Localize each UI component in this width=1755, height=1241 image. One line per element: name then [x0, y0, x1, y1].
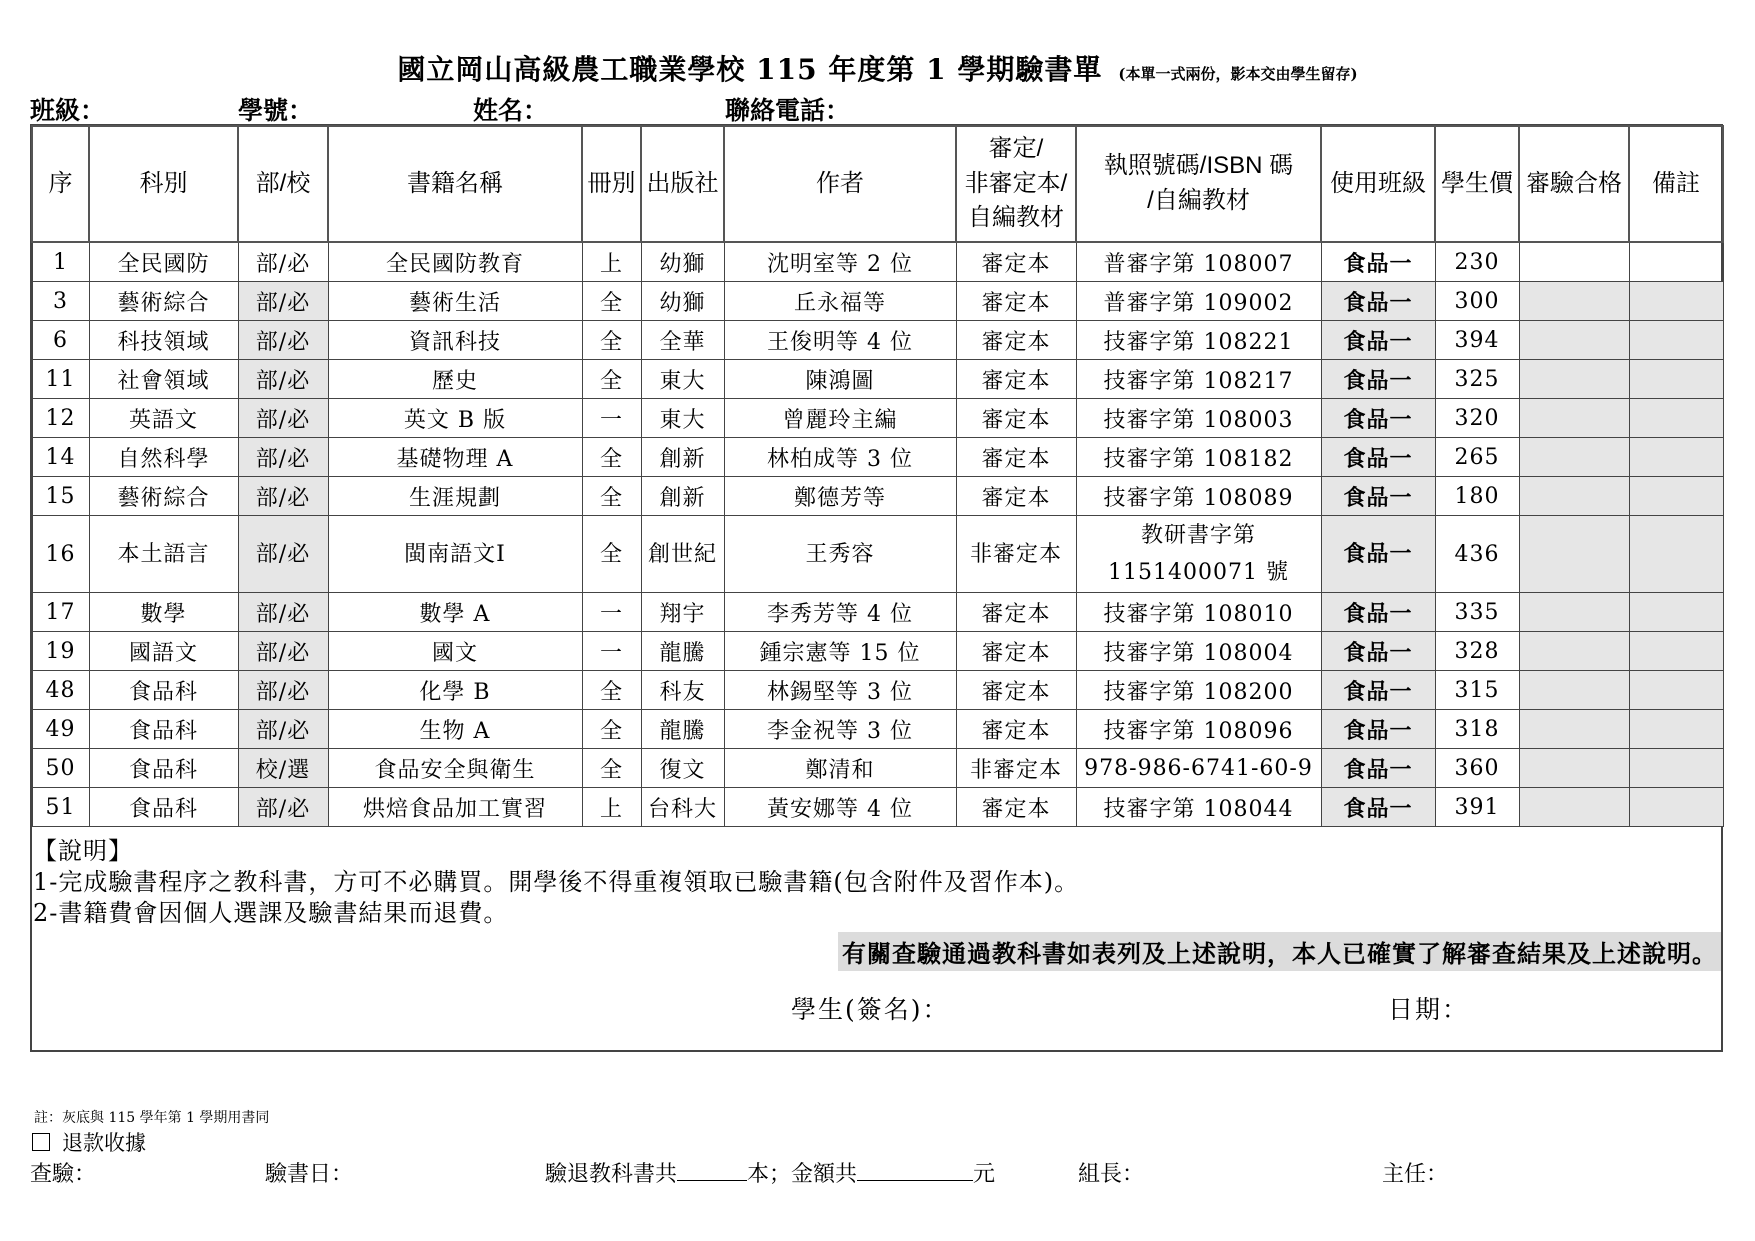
returned-books-line [545, 1157, 995, 1188]
check-date-label: 驗書日： [265, 1161, 354, 1186]
cell-price: 325 [1435, 360, 1519, 399]
student-info-row [30, 91, 1730, 123]
cell-review: 審定本 [956, 242, 1076, 282]
cell-type: 部/必 [238, 593, 328, 632]
cell-volume: 一 [582, 632, 641, 671]
cell-memo[interactable] [1629, 516, 1723, 593]
cell-pass[interactable] [1519, 788, 1629, 827]
check-label: 查驗： [30, 1161, 97, 1186]
cell-class: 食品一 [1321, 399, 1435, 438]
cell-class: 食品一 [1321, 516, 1435, 593]
cell-class: 食品一 [1321, 360, 1435, 399]
table-row [32, 671, 1723, 710]
cell-author: 沈明室等 2 位 [724, 242, 956, 282]
cell-price: 394 [1435, 321, 1519, 360]
cell-publisher: 東大 [641, 399, 724, 438]
cell-volume: 全 [582, 710, 641, 749]
cell-pass[interactable] [1519, 632, 1629, 671]
cell-pass[interactable] [1519, 360, 1629, 399]
cell-subject: 社會領域 [89, 360, 238, 399]
cell-book: 生物 A [328, 710, 582, 749]
cell-publisher: 龍騰 [641, 632, 724, 671]
header-col-type: 部/校 [238, 126, 328, 242]
cell-pass[interactable] [1519, 593, 1629, 632]
cell-price: 328 [1435, 632, 1519, 671]
cell-review: 非審定本 [956, 749, 1076, 788]
cell-review: 審定本 [956, 321, 1076, 360]
cell-review: 審定本 [956, 477, 1076, 516]
table-row [32, 593, 1723, 632]
cell-class: 食品一 [1321, 710, 1435, 749]
cell-author: 王俊明等 4 位 [724, 321, 956, 360]
cell-publisher: 台科大 [641, 788, 724, 827]
cell-book: 烘焙食品加工實習 [328, 788, 582, 827]
cell-author: 林柏成等 3 位 [724, 438, 956, 477]
cell-pass[interactable] [1519, 321, 1629, 360]
cell-price: 391 [1435, 788, 1519, 827]
cell-volume: 全 [582, 477, 641, 516]
cell-memo[interactable] [1629, 710, 1723, 749]
table-row [32, 788, 1723, 827]
currency-label: 元 [973, 1161, 996, 1186]
cell-price: 318 [1435, 710, 1519, 749]
cell-class: 食品一 [1321, 788, 1435, 827]
header-col-no: 序 [32, 126, 89, 242]
cell-memo[interactable] [1629, 242, 1723, 282]
cell-memo[interactable] [1629, 477, 1723, 516]
cell-publisher: 創新 [641, 477, 724, 516]
class-label: 班級： [30, 96, 106, 125]
header-col-review: 審定/ 非審定本/ 自編教材 [956, 126, 1076, 242]
cell-price: 320 [1435, 399, 1519, 438]
cell-volume: 全 [582, 749, 641, 788]
cell-review: 審定本 [956, 788, 1076, 827]
header-col-license: 執照號碼/ISBN 碼 /自編教材 [1076, 126, 1321, 242]
table-row [32, 321, 1723, 360]
cell-author: 王秀容 [724, 516, 956, 593]
cell-license: 技審字第 108182 [1076, 438, 1321, 477]
cell-type: 校/選 [238, 749, 328, 788]
table-row [32, 632, 1723, 671]
cell-volume: 一 [582, 399, 641, 438]
cell-pass[interactable] [1519, 710, 1629, 749]
cell-author: 陳鴻圖 [724, 360, 956, 399]
cell-subject: 藝術綜合 [89, 477, 238, 516]
cell-license: 教研書字第 1151400071 號 [1076, 516, 1321, 593]
cell-publisher: 復文 [641, 749, 724, 788]
cell-license: 技審字第 108004 [1076, 632, 1321, 671]
cell-volume: 一 [582, 593, 641, 632]
cell-subject: 食品科 [89, 788, 238, 827]
book-table [31, 125, 1724, 827]
cell-memo[interactable] [1629, 321, 1723, 360]
cell-book: 基礎物理 A [328, 438, 582, 477]
cell-no: 12 [32, 399, 89, 438]
cell-license: 978-986-6741-60-9 [1076, 749, 1321, 788]
cell-publisher: 科友 [641, 671, 724, 710]
cell-class: 食品一 [1321, 321, 1435, 360]
header-col-author: 作者 [724, 126, 956, 242]
cell-memo[interactable] [1629, 360, 1723, 399]
cell-volume: 上 [582, 788, 641, 827]
cell-memo[interactable] [1629, 399, 1723, 438]
cell-volume: 上 [582, 242, 641, 282]
cell-pass[interactable] [1519, 671, 1629, 710]
cell-publisher: 東大 [641, 360, 724, 399]
cell-author: 李秀芳等 4 位 [724, 593, 956, 632]
cell-subject: 藝術綜合 [89, 282, 238, 321]
header-col-volume: 冊別 [582, 126, 641, 242]
table-row [32, 399, 1723, 438]
student-no-label: 學號： [238, 96, 314, 125]
cell-pass[interactable] [1519, 438, 1629, 477]
cell-type: 部/必 [238, 242, 328, 282]
cell-class: 食品一 [1321, 671, 1435, 710]
cell-license: 技審字第 108221 [1076, 321, 1321, 360]
cell-volume: 全 [582, 671, 641, 710]
table-row [32, 360, 1723, 399]
cell-type: 部/必 [238, 710, 328, 749]
refund-receipt [30, 1127, 146, 1157]
cell-no: 51 [32, 788, 89, 827]
cell-publisher: 創新 [641, 438, 724, 477]
cell-type: 部/必 [238, 438, 328, 477]
header-col-book: 書籍名稱 [328, 126, 582, 242]
cell-publisher: 幼獅 [641, 282, 724, 321]
cell-price: 360 [1435, 749, 1519, 788]
cell-no: 16 [32, 516, 89, 593]
cell-no: 6 [32, 321, 89, 360]
cell-class: 食品一 [1321, 477, 1435, 516]
returned-amount-blank[interactable] [857, 1160, 973, 1181]
cell-author: 李金祝等 3 位 [724, 710, 956, 749]
cell-subject: 自然科學 [89, 438, 238, 477]
cell-memo[interactable] [1629, 671, 1723, 710]
cell-type: 部/必 [238, 282, 328, 321]
header-col-price: 學生價 [1435, 126, 1519, 242]
refund-label: 退款收據 [62, 1132, 146, 1155]
cell-no: 19 [32, 632, 89, 671]
cell-book: 英文 B 版 [328, 399, 582, 438]
cell-license: 技審字第 108096 [1076, 710, 1321, 749]
cell-type: 部/必 [238, 321, 328, 360]
cell-no: 3 [32, 282, 89, 321]
cell-class: 食品一 [1321, 749, 1435, 788]
cell-memo[interactable] [1629, 749, 1723, 788]
phone-label: 聯絡電話： [725, 96, 851, 125]
cell-author: 丘永福等 [724, 282, 956, 321]
cell-book: 歷史 [328, 360, 582, 399]
cell-review: 審定本 [956, 399, 1076, 438]
cell-memo[interactable] [1629, 282, 1723, 321]
title-row [0, 48, 1755, 88]
cell-class: 食品一 [1321, 593, 1435, 632]
cell-price: 300 [1435, 282, 1519, 321]
cell-publisher: 翔宇 [641, 593, 724, 632]
cell-price: 436 [1435, 516, 1519, 593]
cell-no: 17 [32, 593, 89, 632]
cell-book: 數學 A [328, 593, 582, 632]
cell-no: 1 [32, 242, 89, 282]
cell-publisher: 全華 [641, 321, 724, 360]
cell-type: 部/必 [238, 788, 328, 827]
cell-subject: 食品科 [89, 749, 238, 788]
returned-prefix: 驗退教科書共 [545, 1161, 678, 1186]
cell-book: 全民國防教育 [328, 242, 582, 282]
table-row [32, 282, 1723, 321]
table-row [32, 516, 1723, 593]
cell-subject: 食品科 [89, 671, 238, 710]
cell-author: 林錫堅等 3 位 [724, 671, 956, 710]
header-col-publisher: 出版社 [641, 126, 724, 242]
cell-review: 非審定本 [956, 516, 1076, 593]
table-row [32, 710, 1723, 749]
header-col-class: 使用班級 [1321, 126, 1435, 242]
cell-review: 審定本 [956, 282, 1076, 321]
cell-book: 閩南語文Ⅰ [328, 516, 582, 593]
cell-price: 315 [1435, 671, 1519, 710]
cell-author: 鍾宗憲等 15 位 [724, 632, 956, 671]
cell-book: 食品安全與衛生 [328, 749, 582, 788]
cell-class: 食品一 [1321, 632, 1435, 671]
cell-pass[interactable] [1519, 242, 1629, 282]
cell-type: 部/必 [238, 671, 328, 710]
cell-book: 資訊科技 [328, 321, 582, 360]
table-body [32, 242, 1723, 827]
cell-pass[interactable] [1519, 749, 1629, 788]
cell-memo[interactable] [1629, 632, 1723, 671]
cell-pass[interactable] [1519, 477, 1629, 516]
cell-author: 鄭德芳等 [724, 477, 956, 516]
notes-section [33, 836, 1079, 929]
cell-license: 技審字第 108044 [1076, 788, 1321, 827]
notes-heading: 【說明】 [33, 837, 133, 865]
cell-volume: 全 [582, 321, 641, 360]
cell-book: 國文 [328, 632, 582, 671]
cell-license: 技審字第 108003 [1076, 399, 1321, 438]
cell-no: 15 [32, 477, 89, 516]
cell-subject: 英語文 [89, 399, 238, 438]
header-col-pass: 審驗合格 [1519, 126, 1629, 242]
cell-class: 食品一 [1321, 438, 1435, 477]
cell-pass[interactable] [1519, 516, 1629, 593]
cell-subject: 科技領域 [89, 321, 238, 360]
cell-price: 230 [1435, 242, 1519, 282]
cell-license: 技審字第 108089 [1076, 477, 1321, 516]
cell-review: 審定本 [956, 360, 1076, 399]
cell-license: 普審字第 108007 [1076, 242, 1321, 282]
footnote: 註：灰底與 115 學年第 1 學期用書同 [34, 1110, 270, 1126]
cell-author: 黃安娜等 4 位 [724, 788, 956, 827]
table-row [32, 477, 1723, 516]
note-line-1: 1-完成驗書程序之教科書，方可不必購買。開學後不得重複領取已驗書籍(包含附件及習作本)。 [33, 868, 1080, 896]
checkbox-icon[interactable] [32, 1133, 50, 1151]
table-header-row [32, 126, 1723, 242]
cell-volume: 全 [582, 516, 641, 593]
cell-review: 審定本 [956, 593, 1076, 632]
returned-count-blank[interactable] [677, 1160, 747, 1181]
cell-review: 審定本 [956, 438, 1076, 477]
cell-no: 14 [32, 438, 89, 477]
cell-book: 生涯規劃 [328, 477, 582, 516]
cell-book: 化學 B [328, 671, 582, 710]
cell-review: 審定本 [956, 632, 1076, 671]
cell-license: 普審字第 109002 [1076, 282, 1321, 321]
page-title: 國立岡山高級農工職業學校 115 年度第 1 學期驗書單 [397, 53, 1103, 86]
table-row [32, 749, 1723, 788]
table-row [32, 438, 1723, 477]
cell-type: 部/必 [238, 516, 328, 593]
note-line-2: 2-書籍費會因個人選課及驗書結果而退費。 [33, 899, 509, 927]
cell-subject: 全民國防 [89, 242, 238, 282]
cell-memo[interactable] [1629, 438, 1723, 477]
name-label: 姓名： [473, 96, 549, 125]
cell-no: 50 [32, 749, 89, 788]
confirmation-statement: 有關查驗通過教科書如表列及上述說明，本人已確實了解審查結果及上述說明。 [838, 932, 1721, 971]
cell-subject: 數學 [89, 593, 238, 632]
cell-class: 食品一 [1321, 242, 1435, 282]
date-label: 日期： [1388, 995, 1470, 1024]
cell-no: 11 [32, 360, 89, 399]
cell-no: 49 [32, 710, 89, 749]
cell-review: 審定本 [956, 671, 1076, 710]
cell-book: 藝術生活 [328, 282, 582, 321]
cell-author: 曾麗玲主編 [724, 399, 956, 438]
cell-volume: 全 [582, 360, 641, 399]
cell-subject: 本土語言 [89, 516, 238, 593]
cell-volume: 全 [582, 282, 641, 321]
leader-label: 組長： [1078, 1161, 1145, 1186]
cell-license: 技審字第 108200 [1076, 671, 1321, 710]
cell-memo[interactable] [1629, 788, 1723, 827]
cell-author: 鄭清和 [724, 749, 956, 788]
cell-license: 技審字第 108217 [1076, 360, 1321, 399]
header-col-memo: 備註 [1629, 126, 1723, 242]
director-label: 主任： [1382, 1161, 1449, 1186]
cell-price: 335 [1435, 593, 1519, 632]
cell-pass[interactable] [1519, 399, 1629, 438]
returned-unit: 本；金額共 [747, 1161, 858, 1186]
cell-no: 48 [32, 671, 89, 710]
cell-type: 部/必 [238, 477, 328, 516]
cell-publisher: 幼獅 [641, 242, 724, 282]
cell-type: 部/必 [238, 399, 328, 438]
cell-memo[interactable] [1629, 593, 1723, 632]
cell-class: 食品一 [1321, 282, 1435, 321]
cell-publisher: 龍騰 [641, 710, 724, 749]
cell-type: 部/必 [238, 632, 328, 671]
title-note: (本單一式兩份，影本交由學生留存) [1118, 65, 1358, 83]
cell-subject: 食品科 [89, 710, 238, 749]
table-row [32, 242, 1723, 282]
cell-license: 技審字第 108010 [1076, 593, 1321, 632]
cell-type: 部/必 [238, 360, 328, 399]
header-col-subject: 科別 [89, 126, 238, 242]
cell-price: 180 [1435, 477, 1519, 516]
cell-pass[interactable] [1519, 282, 1629, 321]
cell-subject: 國語文 [89, 632, 238, 671]
cell-publisher: 創世紀 [641, 516, 724, 593]
student-signature-label: 學生(簽名)： [791, 995, 950, 1024]
cell-price: 265 [1435, 438, 1519, 477]
cell-volume: 全 [582, 438, 641, 477]
cell-review: 審定本 [956, 710, 1076, 749]
